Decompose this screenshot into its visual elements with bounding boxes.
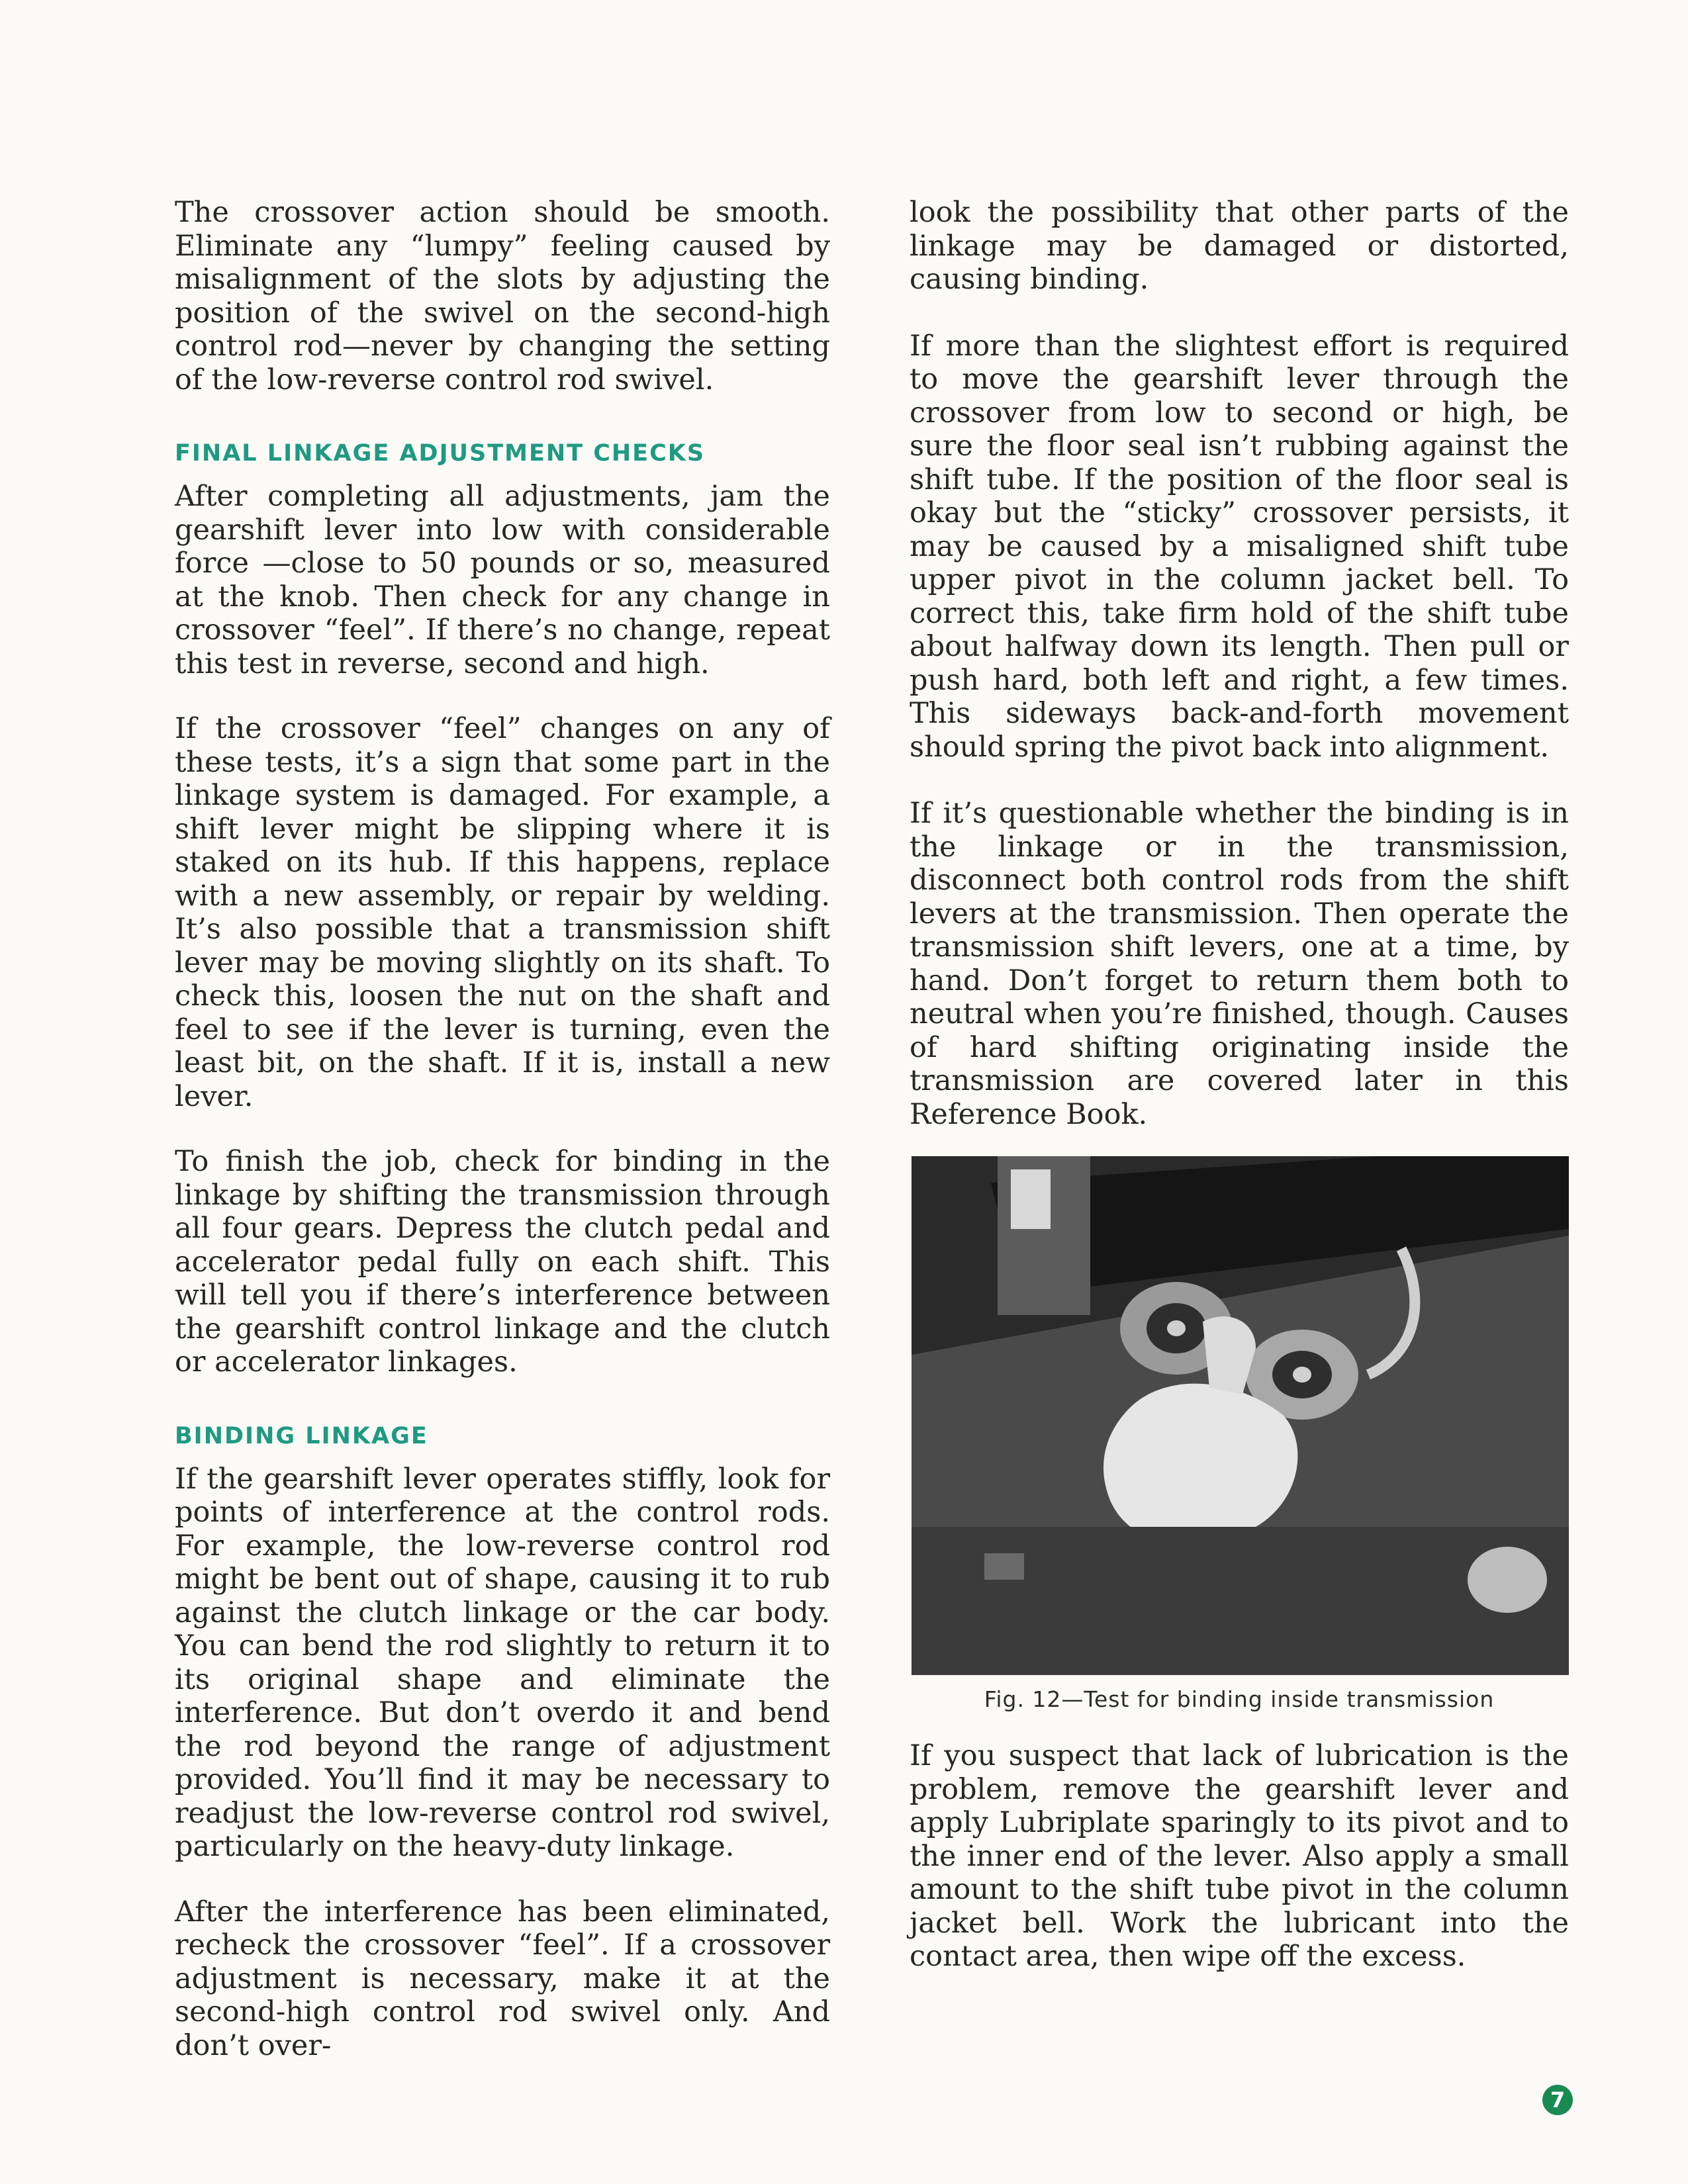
section-heading-final-linkage-checks: FINAL LINKAGE ADJUSTMENT CHECKS (175, 440, 706, 467)
paragraph-lubrication: If you suspect that lack of lubrication is the problem, remove the gearshift lever and apply Lubriplate sparingly to its pivot and to the inner end of the lever. Also apply a small amount to the shift tube pivot in the column jacket bell. Work the lubricant into the contact area, then wipe off the excess. (910, 1739, 1569, 1973)
section-heading-binding-linkage: BINDING LINKAGE (175, 1422, 428, 1449)
paragraph-gearshift-stiff: If the gearshift lever operates stiffly, look for points of interference at the control rods. For example, the low-reverse control rod might be bent out of shape, causing it to rub against the clutch linkage or the car body. You can bend the rod slightly to return it to its original shape and eliminate the interference. But don’t overdo it and bend the rod beyond the range of adjustment provided. You’ll find it may be necessary to readjust the low-reverse control rod swivel, particularly on the heavy-duty linkage. (175, 1462, 830, 1863)
paragraph-questionable-binding: If it’s questionable whether the binding is in the linkage or in the transmission, disconnect both control rods from the shift levers at the transmission. Then operate the transmission shift levers, one at a time, by hand. Don’t forget to return them both to neutral when you’re finished, though. Causes of hard shifting originating inside the transmission are covered later in this Reference Book. (910, 797, 1569, 1131)
paragraph-after-adjustments: After completing all adjustments, jam the gearshift lever into low with considerable force —close to 50 pounds or so, measured at the knob. Then check for any change in crossover “feel”. If there’s no change, repeat this test in reverse, second and high. (175, 480, 830, 680)
figure-photo-transmission (912, 1156, 1569, 1675)
page-number-badge: 7 (1542, 2085, 1573, 2115)
paragraph-slightest-effort: If more than the slightest effort is required to move the gearshift lever through the crossover from low to second or high, be sure the floor seal isn’t rubbing against the shift tube. If the position of the floor seal is okay but the “sticky” crossover persists, it may be caused by a misaligned shift tube upper pivot in the column jacket bell. To correct this, take firm hold of the shift tube about halfway down its length. Then pull or push hard, both left and right, a few times. This sideways back-and-forth movement should spring the pivot back into alignment. (910, 329, 1569, 764)
left-column (175, 196, 830, 2062)
paragraph-crossover-action: The crossover action should be smooth. Eliminate any “lumpy” feeling caused by misalignment of the slots by adjusting the position of the swivel on the second-high control rod—never by changing the setting of the low-reverse control rod swivel. (175, 196, 830, 396)
paragraph-crossover-feel-changes: If the crossover “feel” changes on any of these tests, it’s a sign that some part in the linkage system is damaged. For example, a shift lever might be slipping where it is staked on its hub. If this happens, replace with a new assembly, or repair by welding. It’s also possible that a transmission shift lever may be moving slightly on its shaft. To check this, loosen the nut on the shaft and feel to see if the lever is turning, even the least bit, on the shaft. If it is, install a new lever. (175, 712, 830, 1113)
paragraph-finish-job: To finish the job, check for binding in the linkage by shifting the transmission through all four gears. Depress the clutch pedal and accelerator pedal fully on each shift. This will tell you if there’s interference between the gearshift control linkage and the clutch or accelerator linkages. (175, 1145, 830, 1379)
right-column (910, 196, 1569, 1131)
right-column-bottom (910, 1739, 1569, 1974)
paragraph-continued-overlook: look the possibility that other parts of the linkage may be damaged or distorted, causing binding. (910, 196, 1569, 296)
figure-caption: Fig. 12—Test for binding inside transmission (984, 1686, 1495, 1712)
paragraph-after-interference: After the interference has been eliminated, recheck the crossover “feel”. If a crossover adjustment is necessary, make it at the second-high control rod swivel only. And don’t over- (175, 1895, 830, 2062)
